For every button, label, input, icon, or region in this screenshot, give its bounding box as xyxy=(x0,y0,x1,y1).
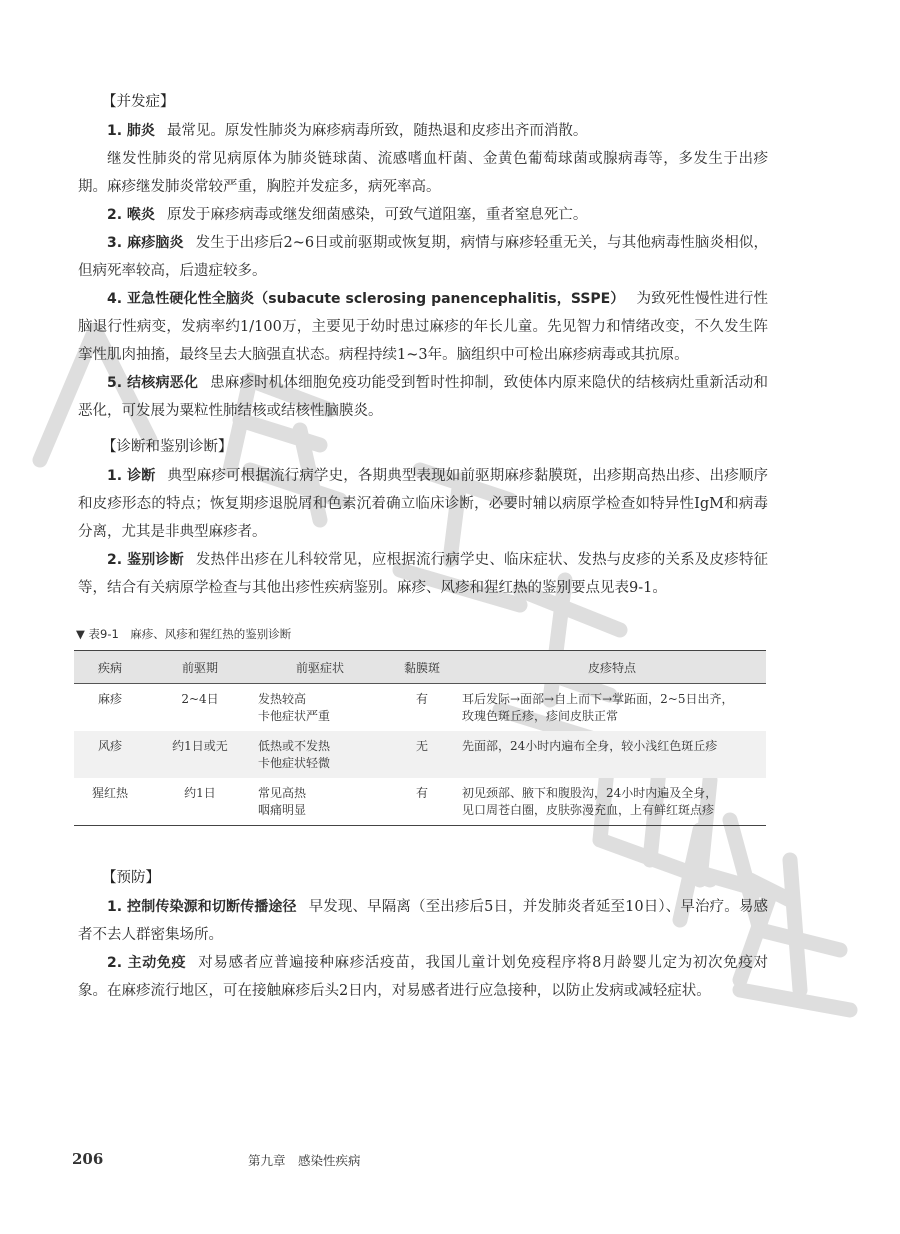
cell-prodrome: 约1日 xyxy=(184,786,216,800)
page-content xyxy=(78,80,768,1005)
paragraph-lead: 2. 主动免疫 xyxy=(107,955,187,971)
paragraph xyxy=(78,369,768,425)
symptom-line: 卡他症状轻微 xyxy=(258,756,331,770)
column-header: 前驱期 xyxy=(146,651,254,684)
paragraph-lead: 2. 喉炎 xyxy=(107,207,155,223)
paragraph-text: 对易感者应普遍接种麻疹活疫苗，我国儿童计划免疫程序将8月龄婴儿定为初次免疫对象。在麻疹流行地区，可在接触麻疹后头2日内，对易感者进行应急接种，以防止发病或减轻症状。 xyxy=(78,955,768,999)
paragraph xyxy=(78,285,768,369)
section-heading-prevention: 【预防】 xyxy=(102,870,160,886)
cell-prodrome: 2~4日 xyxy=(181,692,219,706)
cell-koplik: 无 xyxy=(386,731,458,778)
paragraph-text: 最常见。原发性肺炎为麻疹病毒所致，随热退和皮疹出齐而消散。 xyxy=(166,123,588,139)
symptom-line: 常见高热 xyxy=(258,786,307,800)
symptom-line: 发热较高 xyxy=(258,692,307,706)
cell-rash xyxy=(458,684,766,732)
cell-disease: 风疹 xyxy=(74,731,146,778)
cell-symptoms xyxy=(254,731,386,778)
paragraph xyxy=(78,117,768,145)
paragraph-text: 为致死性慢性进行性脑退行性病变，发病率约1/100万，主要见于幼时患过麻疹的年长儿童。先见智力和情绪改变，不久发生阵挛性肌肉抽搐，最终呈去大脑强直状态。病程持续1~3年。脑组织中可检出麻疹病毒或其抗原。 xyxy=(78,291,768,363)
paragraph-text: 早发现、早隔离（至出疹后5日，并发肺炎者延至10日）、早治疗。易感者不去人群密集场所。 xyxy=(78,899,768,943)
cell-prodrome: 约1日或无 xyxy=(146,731,254,778)
column-header: 皮疹特点 xyxy=(458,651,766,684)
paragraph xyxy=(78,462,768,546)
symptom-line: 低热或不发热 xyxy=(258,739,331,753)
cell-rash xyxy=(458,731,766,778)
paragraph-lead: 1. 肺炎 xyxy=(107,123,155,139)
paragraph xyxy=(78,229,768,285)
paragraph-lead: 1. 控制传染源和切断传播途径 xyxy=(107,899,297,915)
rash-line: 耳后发际→面部→自上而下→掌跖面，2~5日出齐， xyxy=(462,692,734,706)
cell-symptoms xyxy=(254,778,386,826)
column-header: 前驱症状 xyxy=(254,651,386,684)
paragraph-text: 原发于麻疹病毒或继发细菌感染，可致气道阻塞，重者窒息死亡。 xyxy=(166,207,588,223)
table-row xyxy=(74,731,766,778)
page-number: 206 xyxy=(72,1150,104,1168)
paragraph-lead: 3. 麻疹脑炎 xyxy=(107,235,184,251)
paragraph-text: 患麻疹时机体细胞免疫功能受到暂时性抑制，致使体内原来隐伏的结核病灶重新活动和恶化，可发展为粟粒性肺结核或结核性脑膜炎。 xyxy=(78,375,768,419)
rash-line: 见口周苍白圈，皮肤弥漫充血，上有鲜红斑点疹 xyxy=(462,803,715,817)
section-heading-diagnosis: 【诊断和鉴别诊断】 xyxy=(102,439,233,455)
paragraph xyxy=(78,949,768,1005)
paragraph-text: 典型麻疹可根据流行病学史，各期典型表现如前驱期麻疹黏膜斑，出疹期高热出疹、出疹顺序和皮疹形态的特点；恢复期疹退脱屑和色素沉着确立临床诊断，必要时辅以病原学检查如特异性IgM和病毒分离，尤其是非典型麻疹者。 xyxy=(78,468,769,540)
paragraph xyxy=(78,893,768,949)
column-header: 黏膜斑 xyxy=(386,651,458,684)
paragraph-lead: 5. 结核病恶化 xyxy=(107,375,199,391)
paragraph xyxy=(78,145,768,201)
paragraph-lead: 4. 亚急性硬化性全脑炎（subacute sclerosing panencephalitis，SSPE） xyxy=(107,291,625,307)
paragraph-text: 发热伴出疹在儿科较常见，应根据流行病学史、临床症状、发热与皮疹的关系及皮疹特征等，结合有关病原学检查与其他出疹性疾病鉴别。麻疹、风疹和猩红热的鉴别要点见表9-1。 xyxy=(78,552,769,596)
rash-line: 初见颈部、腋下和腹股沟，24小时内遍及全身， xyxy=(462,786,718,800)
differential-diagnosis-table xyxy=(74,650,766,826)
cell-rash xyxy=(458,778,766,826)
symptom-line: 卡他症状严重 xyxy=(258,709,331,723)
paragraph xyxy=(78,546,768,602)
paragraph-lead: 2. 鉴别诊断 xyxy=(107,552,184,568)
paragraph-text: 发生于出疹后2~6日或前驱期或恢复期，病情与麻疹轻重无关，与其他病毒性脑炎相似，但病死率较高，后遗症较多。 xyxy=(78,235,768,279)
paragraph-text: 继发性肺炎的常见病原体为肺炎链球菌、流感嗜血杆菌、金黄色葡萄球菌或腺病毒等，多发生于出疹期。麻疹继发肺炎常较严重，胸腔并发症多，病死率高。 xyxy=(78,151,768,195)
cell-symptoms xyxy=(254,684,386,732)
cell-koplik: 有 xyxy=(415,692,428,706)
chapter-title: 第九章 感染性疾病 xyxy=(248,1153,361,1168)
table-header-row xyxy=(74,651,766,684)
rash-line: 玫瑰色斑丘疹，疹间皮肤正常 xyxy=(462,709,619,723)
cell-disease: 麻疹 xyxy=(97,692,122,706)
cell-disease: 猩红热 xyxy=(91,786,128,800)
table-caption: ▼ 表9-1 麻疹、风疹和猩红热的鉴别诊断 xyxy=(76,627,292,641)
column-header: 疾病 xyxy=(74,651,146,684)
rash-line: 先面部，24小时内遍布全身，较小浅红色斑丘疹 xyxy=(462,739,718,753)
paragraph-lead: 1. 诊断 xyxy=(107,468,156,484)
cell-koplik: 有 xyxy=(415,786,428,800)
table-row xyxy=(74,778,766,826)
table-row xyxy=(74,684,766,732)
section-heading-complications: 【并发症】 xyxy=(102,94,175,110)
paragraph xyxy=(78,201,768,229)
symptom-line: 咽痛明显 xyxy=(258,803,307,817)
